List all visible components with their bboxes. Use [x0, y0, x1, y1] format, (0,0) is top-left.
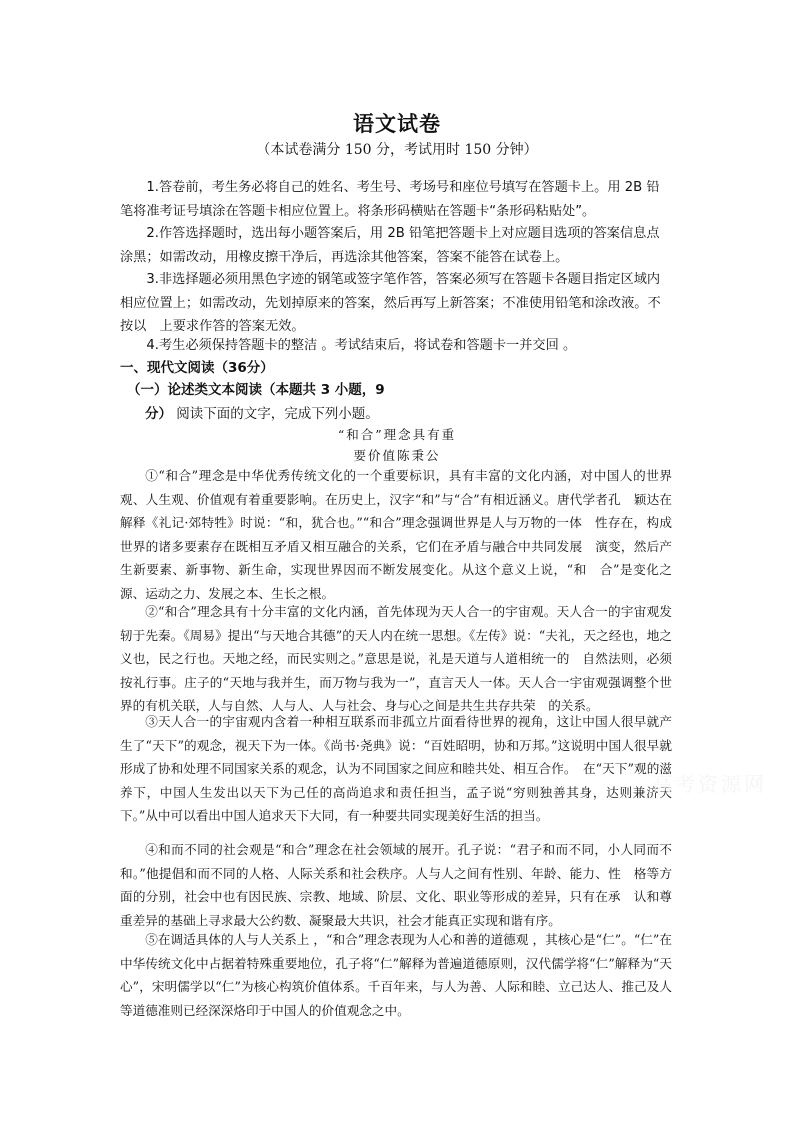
sub-heading-line1: （一）论述类文本阅读（本题共 3 小题，9 — [127, 382, 385, 398]
article-paragraph-5: ⑤在调适具体的人与人关系上 ，“和合”理念表现为人心和善的道德观 ，其核心是“仁”。“仁”在中华传统文化中占据着特殊重要地位，孔子将“仁”解释为普遍道德原则，汉代儒学将“仁”解释为“天心”，宋明儒学以“仁”为核心构筑价值体系。千百年来，与人为善、人际和睦、立己达人、推己及人等道德准则已经深深烙印于中国人的价值观念之中。 — [120, 932, 672, 1018]
instruction-4: 4.考生必须保持答题卡的整洁 。考试结束后，将试卷和答题卡一并交回 。 — [146, 338, 577, 353]
article-paragraph-3: ③天人合一的宇宙观内含着一种相互联系而非孤立片面看待世界的视角，这让中国人很早就产生了“天下”的观念，视天下为一体。《尚书·尧典》说：“百姓昭明，协和万邦。”这说明中国人很早就形成了协和处理不同国家关系的观念，认为不同国家之间应和睦共处、相互合作。 在“天下”观的滋养下，中国人生发出以天下为己任的高尚追求和责任担当，孟子说“穷则独善其身，达则兼济天下。”从中可以看出中国人追求天下大同，有一种要共同实现美好生活的担当。 — [120, 714, 672, 824]
article-paragraph-2: ②“和合”理念具有十分丰富的文化内涵，首先体现为天人合一的宇宙观。天人合一的宇宙观发轫于先秦。《周易》提出“与天地合其德”的天人内在统一思想。《左传》说：“夫礼，天之经也，地之义也，民之行也。天地之经，而民实则之。”意思是说，礼是天道与人道相统一的 自然法则，必须按礼行事。庄子的“天地与我并生，而万物与我为一”，直言天人一体。天人合一宇宙观强调整个世界的有机关联，人与自然、人与人、人与社会、身与心之间是共生共存共荣 的关系。 — [120, 604, 672, 714]
exam-title: 语文试卷 — [353, 111, 441, 136]
exam-subtitle: （本试卷满分 150 分，考试用时 150 分钟） — [256, 142, 538, 158]
article-paragraph-4: ④和而不同的社会观是“和合”理念在社会领域的展开。孔子说：“君子和而不同，小人同而不和。”他提倡和而不同的人格、人际关系和社会秩序。人与人之间有性别、年龄、能力、性 格等方面的分别，社会中也有因民族、宗教、地域、阶层、文化、职业等形成的差异，只有在承 认和尊重差异的基础上寻求最大公约数、凝聚最大共识，社会才能真正实现和谐有序。 — [120, 842, 672, 928]
article-title-line2: 要价值陈秉公 — [353, 448, 441, 463]
article-title-line1: “和合”理念具有重 — [337, 427, 457, 442]
instruction-2: 2.作答选择题时，选出每小题答案后，用 2B 铅笔把答题卡上对应题目选项的答案信息点涂黑；如需改动，用橡皮擦干净后，再选涂其他答案，答案不能答在试卷上。 — [120, 226, 660, 265]
section-heading: 一、现代文阅读（36分） — [120, 360, 274, 376]
reading-prompt: 阅读下面的文字，完成下列小题。 — [176, 406, 379, 422]
article-paragraph-1: ①“和合”理念是中华优秀传统文化的一个重要标识，具有丰富的文化内涵，对中国人的世界观、人生观、价值观有着重要影响。在历史上，汉字“和”与“合”有相近涵义。唐代学者孔 颖达在解释《礼记·郊特牲》时说：“和，犹合也。”“和合”理念强调世界是人与万物的一体 性存在，构成世界的诸多要素存在既相互矛盾又相互融合的关系，它们在矛盾与融合中共同发展 演变，然后产生新要素、新事物、新生命，实现世界因而不断发展变化。从这个意义上说，“和 合”是变化之源、运动之力、发展之本、生长之根。 — [120, 468, 672, 601]
instruction-1: 1.答卷前，考生务必将自己的姓名、考生号、考场号和座位号填写在答题卡上。用 2B 铅笔将准考证号填涂在答题卡相应位置上。将条形码横贴在答题卡“条形码粘贴处”。 — [120, 180, 660, 219]
sub-heading-line2: 分） — [145, 406, 172, 422]
watermark-text: 高考资源网 — [652, 772, 767, 796]
sub-section-heading — [127, 378, 687, 426]
watermark — [652, 768, 792, 796]
instruction-3: 3.非选择题必须用黑色字迹的钢笔或签字笔作答，答案必须写在答题卡各题目指定区域内相应位置上；如需改动，先划掉原来的答案，然后再写上新答案；不准使用铅笔和涂改液。不按以 上要求作答的答案无效。 — [120, 272, 661, 334]
